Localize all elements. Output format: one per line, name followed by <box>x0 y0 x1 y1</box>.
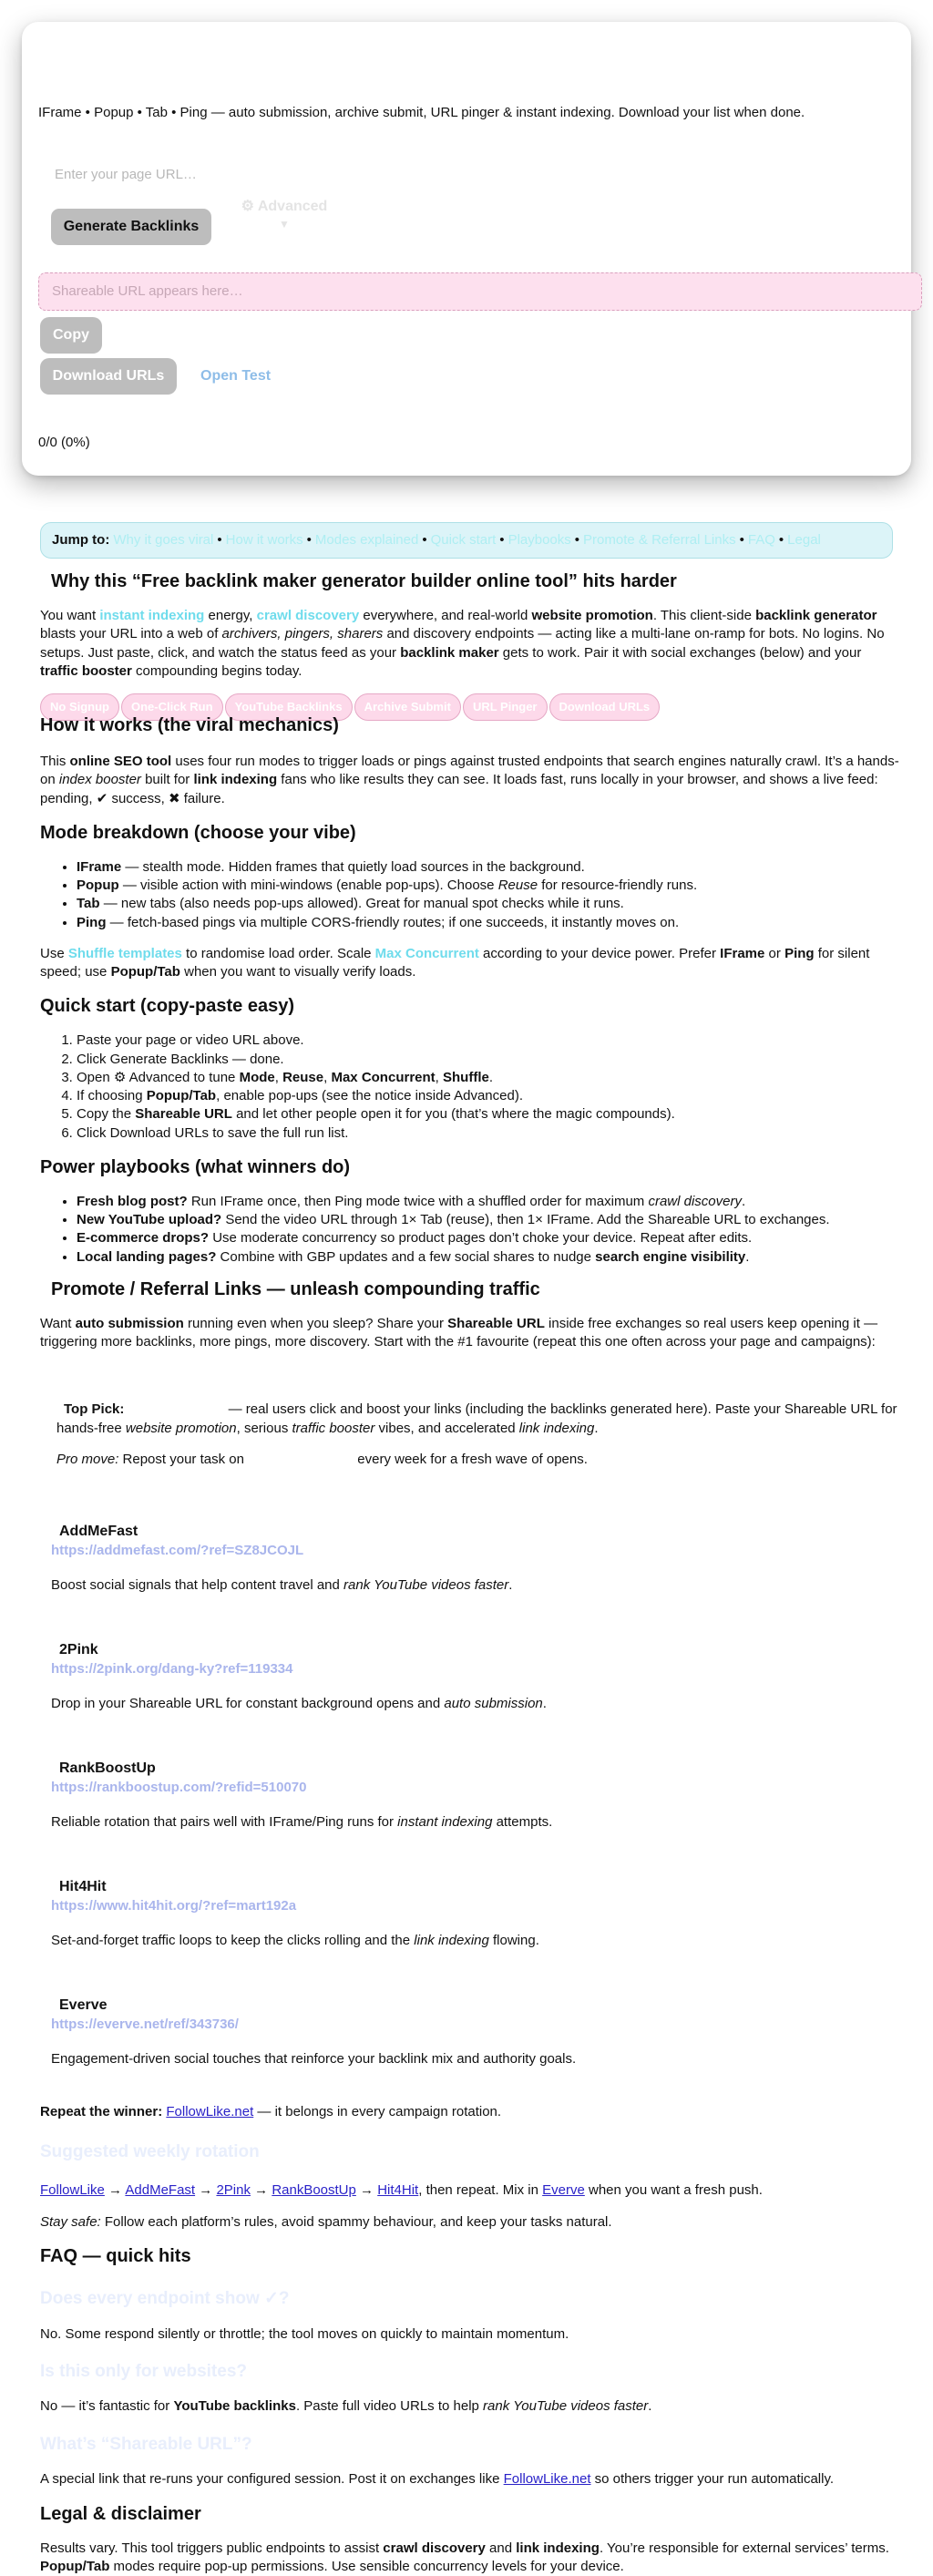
rotation-link-2pink[interactable]: 2Pink <box>216 2182 251 2199</box>
rotation-link-addmefast[interactable]: AddMeFast <box>125 2182 196 2199</box>
advanced-label: ⚙ Advanced <box>241 199 328 214</box>
jump-link-playbooks[interactable]: Playbooks <box>508 531 571 548</box>
tool-tagline: IFrame • Popup • Tab • Ping — auto submission, archive submit, URL pinger & instant indexing. Download your list when done. <box>38 105 805 120</box>
referral-description: Reliable rotation that pairs well with IFrame/Ping runs for instant indexing attempts. <box>51 1814 553 1831</box>
playbooks-heading: Power playbooks (what winners do) <box>40 1156 351 1177</box>
mode-iframe: • IFrame — stealth mode. Hidden frames that quietly load sources in the background. <box>77 858 902 877</box>
keyword-crawl-discovery: crawl discovery <box>256 608 360 623</box>
faq-question: Is this only for websites? <box>40 2361 247 2381</box>
top-pick-card <box>40 1401 902 1469</box>
page-url-input[interactable] <box>46 159 519 190</box>
repeat-winner: Repeat the winner: FollowLike.net — it belongs in every campaign rotation. <box>40 2104 502 2120</box>
referral-name: 2Pink <box>59 1642 98 1658</box>
modes-list <box>40 858 902 932</box>
jump-to-nav <box>40 522 893 559</box>
legal-paragraph: Results vary. This tool triggers public endpoints to assist crawl discovery and link indexing. You’re responsible for external services’ terms. Popup/Tab modes require pop-up permissions. Use sensible concurrency levels for your device. <box>40 2540 889 2574</box>
followlike-link[interactable]: FollowLike.net <box>166 2104 254 2120</box>
chip-download-urls: Download URLs <box>549 693 661 721</box>
open-test-link[interactable]: Open Test <box>200 368 272 384</box>
quick-step: 4. If choosing Popup/Tab, enable pop-ups (see the notice inside Advanced). <box>77 1087 902 1105</box>
jump-to-label: Jump to: <box>52 531 110 548</box>
referral-card-hit4hit <box>40 1877 902 1950</box>
shareable-url-field[interactable] <box>38 272 922 311</box>
jump-separator: • <box>739 531 744 548</box>
referral-name: Everve <box>59 1997 108 2014</box>
playbook-item: • New YouTube upload? Send the video URL through 1× Tab (reuse), then 1× IFrame. Add the Shareable URL to exchanges. <box>77 1211 902 1229</box>
rotation-link-rankboostup[interactable]: RankBoostUp <box>272 2182 356 2199</box>
jump-link-faq[interactable]: FAQ <box>747 531 775 548</box>
modes-heading: Mode breakdown (choose your vibe) <box>40 822 356 843</box>
copy-button[interactable]: Copy <box>40 317 102 354</box>
quick-start-list <box>40 1031 902 1143</box>
chip-archive-submit: Archive Submit <box>354 693 461 721</box>
faq-answer: No — it’s fantastic for YouTube backlinks. Paste full video URLs to help rank YouTube videos faster. <box>40 2398 652 2415</box>
rotation-heading: Suggested weekly rotation <box>40 2141 260 2161</box>
referral-url-link[interactable]: https://www.hit4hit.org/?ref=mart192a <box>51 1897 297 1914</box>
rotation-link-hit4hit[interactable]: Hit4Hit <box>377 2182 419 2199</box>
playbook-item: • E-commerce drops? Use moderate concurrency so product pages don’t choke your device. Repeat after edits. <box>77 1229 902 1247</box>
jump-separator: • <box>422 531 427 548</box>
referral-url-link[interactable]: https://2pink.org/dang-ky?ref=119334 <box>51 1660 293 1677</box>
quick-step: 5. Copy the Shareable URL and let other people open it for you (that’s where the magic compounds). <box>77 1105 902 1124</box>
referral-description: Boost social signals that help content travel and rank YouTube videos faster. <box>51 1576 513 1593</box>
jump-link-modes[interactable]: Modes explained <box>314 531 419 548</box>
jump-separator: • <box>217 531 222 548</box>
article-content <box>40 522 902 2576</box>
mode-tab: • Tab — new tabs (also needs pop-ups allowed). Great for manual spot checks while it runs. <box>77 895 902 913</box>
quick-step: 2. Click Generate Backlinks — done. <box>77 1051 902 1069</box>
why-heading: Why this “Free backlink maker generator builder online tool” hits harder <box>51 571 677 591</box>
jump-separator: • <box>499 531 505 548</box>
referral-url-link[interactable]: https://addmefast.com/?ref=SZ8JCOJL <box>51 1542 304 1558</box>
pro-move-text: Pro move: Repost your task on every week for a fresh wave of opens. <box>56 1451 588 1467</box>
faq-answer: No. Some respond silently or throttle; the tool moves on quickly to maintain momentum. <box>40 2325 569 2342</box>
why-paragraph: You want instant indexing energy, crawl discovery everywhere, and real-world website promotion. This client-side backlink generator blasts your URL into a web of archivers, pingers, sharers and discovery endpoints — acting like a multi-lane on-ramp for bots. No logins. No setups. Just paste, click, and watch the status feed as your backlink maker gets to work. Pair it with social exchanges (below) and your traffic booster compounding begins today. <box>40 608 885 679</box>
faq-question: Does every endpoint show ✓? <box>40 2288 290 2308</box>
referral-card-addmefast <box>40 1522 902 1595</box>
top-pick-text: Top Pick: — real users click and boost your links (including the backlinks generated here). Paste your Shareable URL for hands-free website promotion, serious traffic booster vibes, and accelerated link indexing. <box>56 1401 897 1436</box>
quick-step: 3. Open ⚙ Advanced to tune Mode, Reuse, Max Concurrent, Shuffle. <box>77 1069 902 1087</box>
quick-step: 1. Paste your page or video URL above. <box>77 1031 902 1050</box>
chip-no-signup: No Signup <box>40 693 119 721</box>
referral-description: Engagement-driven social touches that reinforce your backlink mix and authority goals. <box>51 2051 577 2068</box>
mode-ping: • Ping — fetch-based pings via multiple CORS-friendly routes; if one succeeds, it instantly moves on. <box>77 914 902 932</box>
referral-url-link[interactable]: https://everve.net/ref/343736/ <box>51 2016 239 2032</box>
chip-one-click-run: One-Click Run <box>121 693 223 721</box>
faq-answer: A special link that re-runs your configured session. Post it on exchanges like FollowLike.net so others trigger your run automatically. <box>40 2471 835 2488</box>
referral-card-everve <box>40 1996 902 2068</box>
chip-url-pinger: URL Pinger <box>463 693 548 721</box>
generate-backlinks-button[interactable]: Generate Backlinks <box>51 209 211 245</box>
referral-name: AddMeFast <box>59 1524 138 1539</box>
how-heading: How it works (the viral mechanics) <box>40 715 339 735</box>
referral-url-link[interactable]: https://rankboostup.com/?refid=510070 <box>51 1779 307 1795</box>
playbook-item: • Fresh blog post? Run IFrame once, then Ping mode twice with a shuffled order for maximum crawl discovery. <box>77 1193 902 1211</box>
referral-card-rankboostup <box>40 1759 902 1832</box>
playbooks-list <box>40 1193 902 1267</box>
playbook-item: • Local landing pages? Combine with GBP updates and a few social shares to nudge search engine visibility. <box>77 1248 902 1267</box>
faq-heading: FAQ — quick hits <box>40 2245 191 2266</box>
legal-heading: Legal & disclaimer <box>40 2503 201 2524</box>
advanced-toggle[interactable] <box>239 198 330 232</box>
promote-intro: Want auto submission running even when you sleep? Share your Shareable URL inside free exchanges so real users keep opening it — triggering more backlinks, more pings, more discovery. Start with the #1 favourite (repeat this one often across your page and campaigns): <box>40 1315 878 1350</box>
mode-popup: • Popup — visible action with mini-windows (enable pop-ups). Choose Reuse for resource-friendly runs. <box>77 877 902 895</box>
referral-card-2pink <box>40 1640 902 1713</box>
promote-heading: Promote / Referral Links — unleash compounding traffic <box>51 1278 540 1299</box>
quick-start-heading: Quick start (copy-paste easy) <box>40 996 294 1017</box>
modes-note: Use Shuffle templates to randomise load order. Scale Max Concurrent according to your device power. Prefer IFrame or Ping for silent speed; use Popup/Tab when you want to visually verify loads. <box>40 945 870 980</box>
referral-name: Hit4Hit <box>59 1879 107 1895</box>
jump-link-quick-start[interactable]: Quick start <box>430 531 497 548</box>
rotation-link-everve[interactable]: Everve <box>542 2182 585 2199</box>
quick-step: 6. Click Download URLs to save the full run list. <box>77 1124 902 1143</box>
backlink-tool-card <box>22 22 911 476</box>
stay-safe-text: Stay safe: Follow each platform’s rules, avoid spammy behaviour, and keep your tasks natural. <box>40 2213 612 2230</box>
keyword-shuffle-templates: Shuffle templates <box>67 945 182 961</box>
referral-description: Set-and-forget traffic loops to keep the clicks rolling and the link indexing flowing. <box>51 1933 539 1949</box>
chip-youtube-backlinks: YouTube Backlinks <box>225 693 353 721</box>
chevron-down-icon: ▼ <box>279 218 290 231</box>
how-paragraph: This online SEO tool uses four run modes to trigger loads or pings against trusted endpoints that search engines naturally crawl. It’s a hands-on index booster built for link indexing fans who like results they can see. It loads fast, runs locally in your browser, and shows a live feed: pending, ✔ success, ✖ failure. <box>40 754 899 806</box>
keyword-max-concurrent: Max Concurrent <box>374 945 479 961</box>
followlike-link[interactable]: FollowLike.net <box>503 2471 591 2488</box>
jump-link-how[interactable]: How it works <box>225 531 303 548</box>
jump-link-legal[interactable]: Legal <box>787 531 821 548</box>
jump-separator: • <box>574 531 580 548</box>
jump-separator: • <box>778 531 784 548</box>
rotation-link-followlike[interactable]: FollowLike <box>40 2182 105 2199</box>
referral-name: RankBoostUp <box>59 1760 156 1777</box>
shareable-url-placeholder: Shareable URL appears here… <box>52 282 243 299</box>
jump-link-promote[interactable]: Promote & Referral Links <box>583 531 736 548</box>
keyword-instant-indexing: instant indexing <box>99 608 205 623</box>
faq-question: What’s “Shareable URL”? <box>40 2434 252 2454</box>
referral-description: Drop in your Shareable URL for constant background opens and auto submission. <box>51 1695 547 1711</box>
download-urls-button[interactable]: Download URLs <box>40 358 177 395</box>
rotation-text: FollowLike → AddMeFast → 2Pink → RankBoostUp → Hit4Hit, then repeat. Mix in Everve when you want a fresh push. <box>40 2182 763 2199</box>
progress-counter: 0/0 (0%) <box>38 435 90 450</box>
jump-separator: • <box>306 531 312 548</box>
jump-link-why[interactable]: Why it goes viral <box>113 531 214 548</box>
